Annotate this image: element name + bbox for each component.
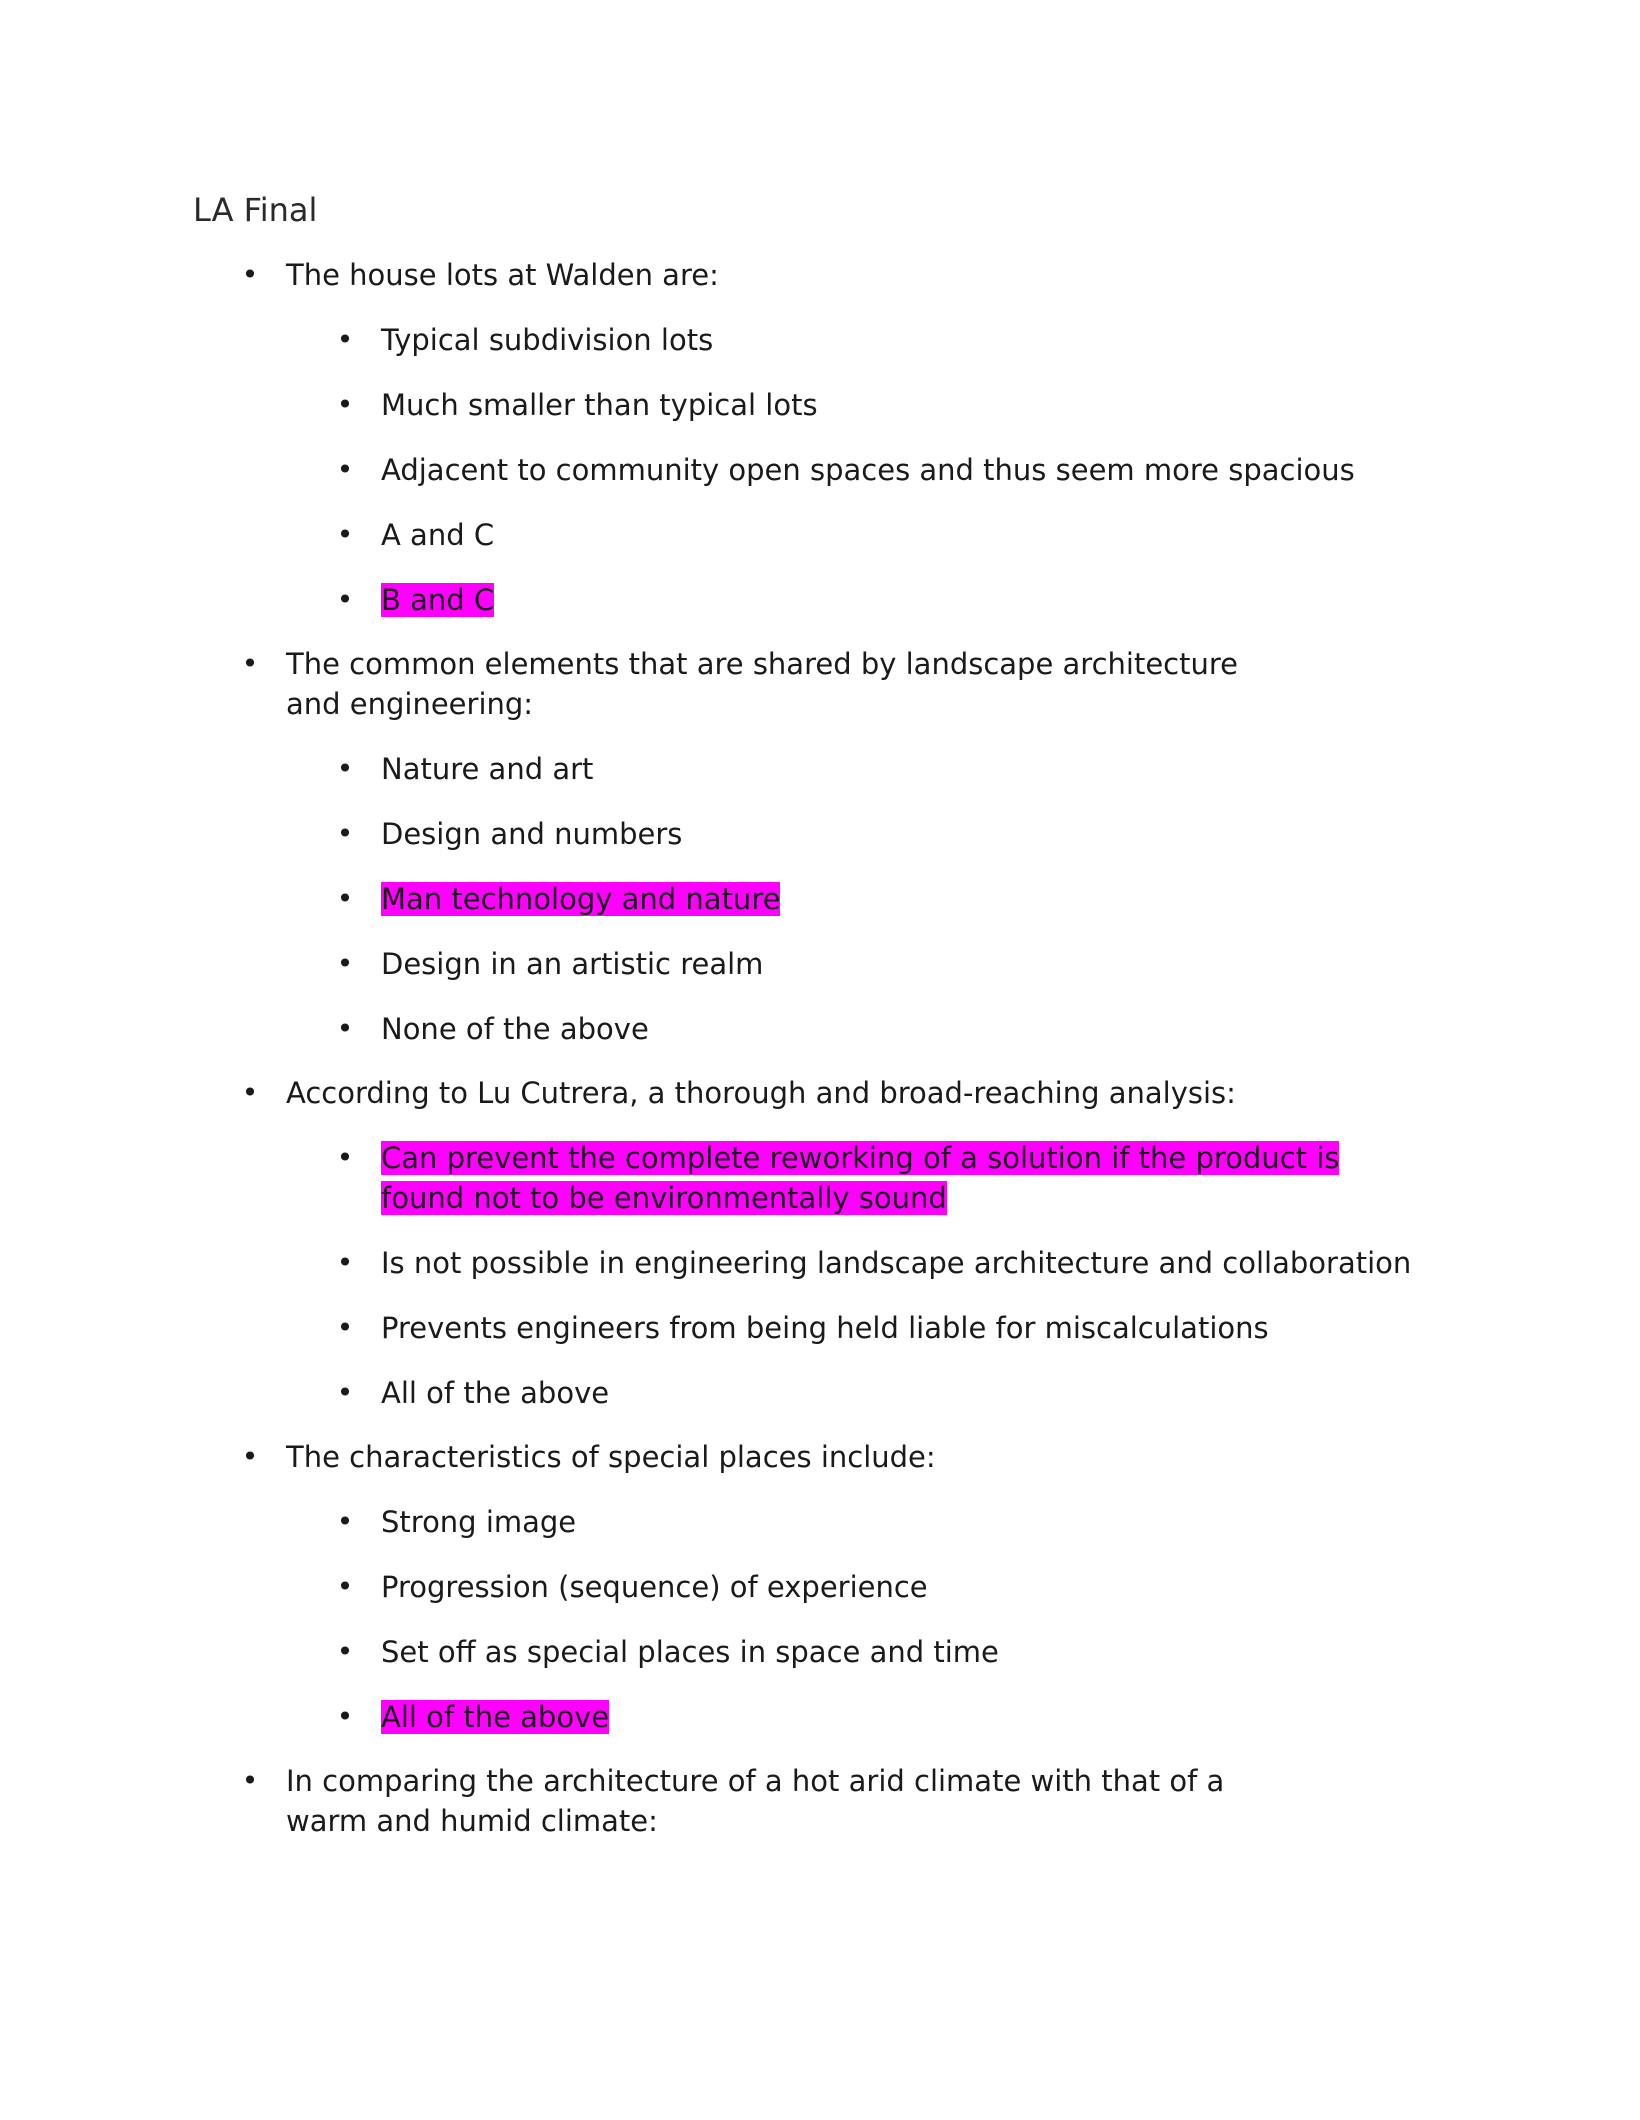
bullet-icon: •: [336, 1141, 354, 1174]
highlighted-answer: B and C: [381, 583, 495, 617]
option-list: [286, 1502, 1480, 1737]
bullet-icon: •: [336, 583, 354, 616]
document-title: LA Final: [193, 191, 318, 229]
option-item: [335, 1373, 1480, 1413]
option-item: [335, 320, 1480, 360]
bullet-icon: •: [336, 323, 354, 356]
option-text: A and C: [381, 518, 495, 552]
bullet-icon: •: [336, 1012, 354, 1045]
highlighted-answer: Can prevent the complete reworking of a solution if the product is found not to be environmentally sound: [381, 1141, 1340, 1215]
question-text: The house lots at Walden are:: [286, 258, 719, 292]
option-text: Strong image: [381, 1505, 577, 1539]
option-text: Design in an artistic realm: [381, 947, 764, 981]
bullet-icon: •: [336, 882, 354, 915]
option-item-highlighted: [335, 1697, 1480, 1737]
question-item: [240, 1437, 1480, 1737]
highlighted-answer: Man technology and nature: [381, 882, 781, 916]
option-item: [335, 385, 1480, 425]
question-list: [240, 255, 1480, 1865]
bullet-icon: •: [241, 647, 259, 680]
option-item: [335, 450, 1480, 490]
option-list: [286, 320, 1480, 620]
question-item: [240, 1761, 1480, 1841]
question-item: [240, 644, 1480, 1049]
option-list: [286, 1138, 1480, 1413]
question-text: The common elements that are shared by landscape architecture and engineering:: [286, 647, 1239, 721]
bullet-icon: •: [241, 1440, 259, 1473]
option-item: [335, 1009, 1480, 1049]
bullet-icon: •: [336, 1570, 354, 1603]
bullet-icon: •: [336, 388, 354, 421]
question-text: The characteristics of special places include:: [286, 1440, 936, 1474]
option-item-highlighted: [335, 1138, 1480, 1218]
bullet-icon: •: [336, 947, 354, 980]
bullet-icon: •: [336, 1311, 354, 1344]
question-item: [240, 1073, 1480, 1413]
bullet-icon: •: [336, 752, 354, 785]
bullet-icon: •: [336, 1376, 354, 1409]
bullet-icon: •: [336, 453, 354, 486]
bullet-icon: •: [241, 1764, 259, 1797]
option-item: [335, 749, 1480, 789]
bullet-icon: •: [336, 1246, 354, 1279]
question-item: [240, 255, 1480, 620]
question-text: According to Lu Cutrera, a thorough and broad-reaching analysis:: [286, 1076, 1236, 1110]
option-text: Progression (sequence) of experience: [381, 1570, 928, 1604]
option-text: All of the above: [381, 1376, 610, 1410]
option-item: [335, 1502, 1480, 1542]
option-item: [335, 814, 1480, 854]
option-item: [335, 1567, 1480, 1607]
option-text: Set off as special places in space and time: [381, 1635, 999, 1669]
bullet-icon: •: [336, 1635, 354, 1668]
option-text: None of the above: [381, 1012, 649, 1046]
option-text: Typical subdivision lots: [381, 323, 714, 357]
question-text: In comparing the architecture of a hot arid climate with that of a warm and humid climate:: [286, 1764, 1225, 1838]
option-text: Much smaller than typical lots: [381, 388, 818, 422]
bullet-icon: •: [336, 817, 354, 850]
bullet-icon: •: [241, 1076, 259, 1109]
highlighted-answer: All of the above: [381, 1700, 610, 1734]
option-item: [335, 944, 1480, 984]
option-item-highlighted: [335, 580, 1480, 620]
option-text: Nature and art: [381, 752, 594, 786]
option-item-highlighted: [335, 879, 1480, 919]
option-text: Prevents engineers from being held liable for miscalculations: [381, 1311, 1269, 1345]
bullet-icon: •: [241, 258, 259, 291]
option-item: [335, 1308, 1480, 1348]
option-item: [335, 1632, 1480, 1672]
option-list: [286, 749, 1480, 1049]
option-item: [335, 515, 1480, 555]
option-text: Design and numbers: [381, 817, 683, 851]
option-item: [335, 1243, 1480, 1283]
bullet-icon: •: [336, 1505, 354, 1538]
option-text: Adjacent to community open spaces and thus seem more spacious: [381, 453, 1355, 487]
bullet-icon: •: [336, 518, 354, 551]
bullet-icon: •: [336, 1700, 354, 1733]
option-text: Is not possible in engineering landscape architecture and collaboration: [381, 1246, 1412, 1280]
